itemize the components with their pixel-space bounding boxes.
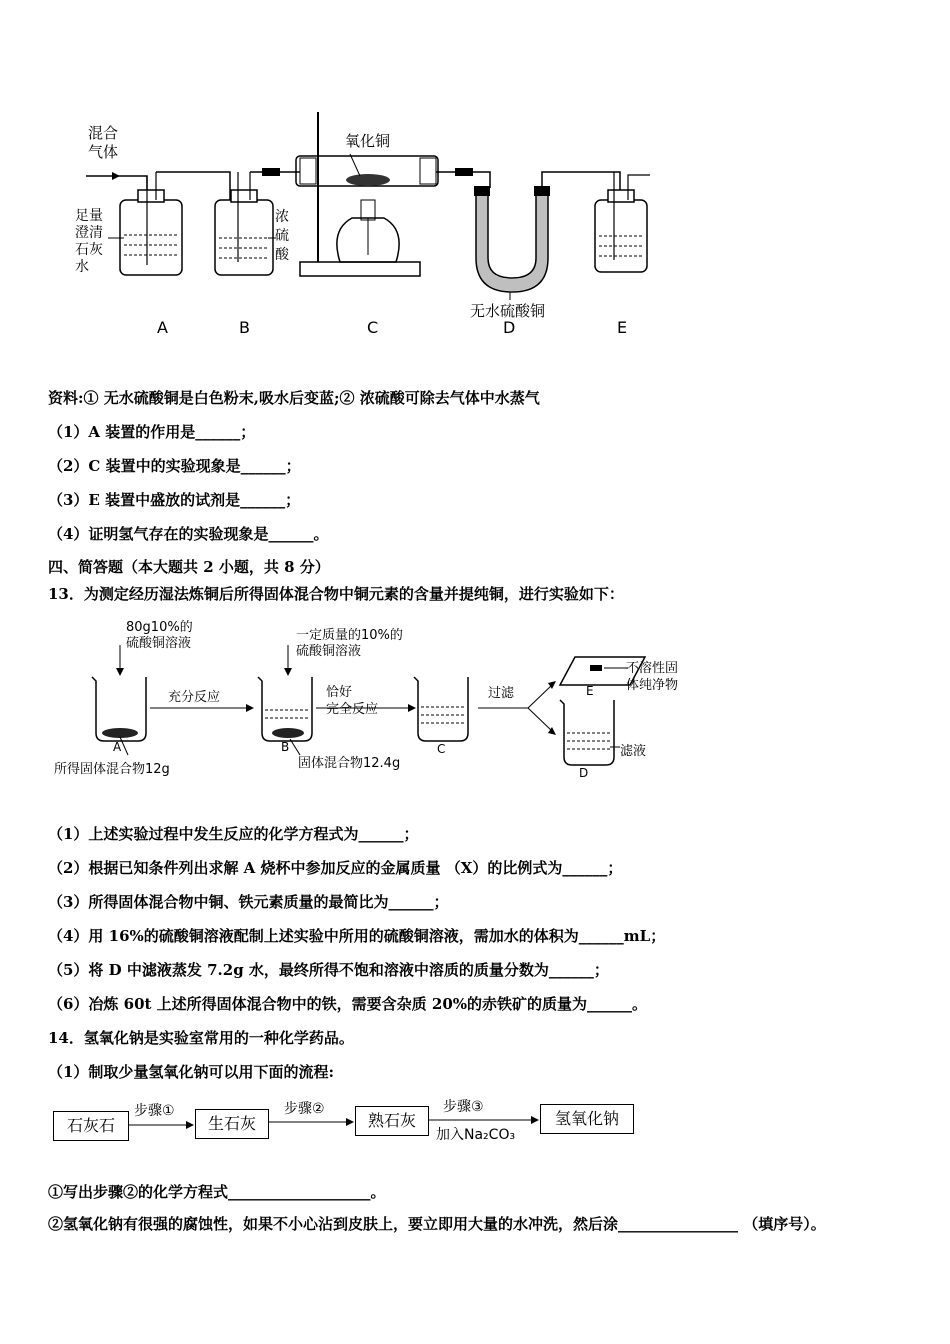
q13-item-3: （3）所得固体混合物中铜、铁元素质量的最简比为______； [48,893,449,911]
letter-d: D [503,318,516,337]
q12-item-3: （3）E 装置中盛放的试剂是______； [48,491,301,509]
letter-a: A [157,318,168,337]
section-heading: 四、简答题（本大题共 2 小题，共 8 分） [48,558,330,576]
b-bottom-label: 固体混合物12.4g [298,756,401,771]
q14-sub1: （1）制取少量氢氧化钠可以用下面的流程: [48,1063,334,1081]
flow-box-slaked-lime: 熟石灰 [355,1106,429,1136]
bottle-a [120,172,182,275]
q12-item-2: （2）C 装置中的实验现象是______； [48,457,301,475]
q14-question-1: ①写出步骤②的化学方程式___________________。 [48,1183,386,1201]
bottle-b-label: 浓 硫 酸 [275,209,289,263]
letter-c: C [367,318,379,337]
e-label: 不溶性固 体纯净物 [626,661,679,693]
d-label: 滤液 [620,744,647,759]
apparatus-diagram [0,0,950,350]
gas-label: 混合 气体 [88,124,119,161]
flow-box-limestone: 石灰石 [53,1111,129,1141]
q13-item-2: （2）根据已知条件列出求解 A 烧杯中参加反应的金属质量 （X）的比例式为______； [48,859,623,877]
arrow2-label: 恰好 完全反应 [326,685,379,717]
step3-label: 步骤③ [443,1099,484,1115]
beaker-letter-c: C [437,742,446,756]
step1-label: 步骤① [134,1103,175,1119]
beaker-letter-d: D [579,766,589,780]
q13-item-5: （5）将 D 中滤液蒸发 7.2g 水，最终所得不饱和溶液中溶质的质量分数为______； [48,961,609,979]
flow-box-sodium-hydroxide: 氢氧化钠 [540,1104,634,1134]
q12-item-4: （4）证明氢气存在的实验现象是______。 [48,525,329,543]
copper-oxide-label: 氧化铜 [345,132,391,150]
arrow3-label: 过滤 [488,686,515,701]
a-top-label: 80g10%的 硫酸铜溶液 [126,620,193,651]
q13-stem: 13．为测定经历湿法炼铜后所得固体混合物中铜元素的含量并提纯铜，进行实验如下： [48,585,624,603]
q13-item-4: （4）用 16%的硫酸铜溶液配制上述实验中所用的硫酸铜溶液，需加水的体积为______mL； [48,927,666,945]
step3-note: 加入Na₂CO₃ [436,1127,516,1143]
q14-stem: 14．氢氧化钠是实验室常用的一种化学药品。 [48,1029,354,1047]
letter-e: E [617,318,628,337]
anhydrous-cuso4-label: 无水硫酸铜 [470,302,546,320]
b-top-label: 一定质量的10%的 硫酸铜溶液 [296,628,403,659]
beaker-letter-b: B [281,740,290,754]
flow-box-quicklime: 生石灰 [195,1109,269,1139]
q13-item-1: （1）上述实验过程中发生反应的化学方程式为______； [48,825,419,843]
beaker-letter-a: A [113,740,122,754]
paper-letter-e: E [586,684,594,698]
letter-b: B [239,318,250,337]
arrow1-label: 充分反应 [168,690,221,705]
step2-label: 步骤② [284,1101,325,1117]
q12-item-1: （1）A 装置的作用是______； [48,423,256,441]
q14-question-2: ②氢氧化钠有很强的腐蚀性，如果不小心沾到皮肤上，要立即用大量的水冲洗，然后涂________________ （填序号）。 [48,1215,826,1233]
bottle-b [215,172,273,275]
bottle-e [595,172,650,272]
bottle-a-label: 足量 澄清 石灰 水 [75,208,103,275]
q13-item-6: （6）冶炼 60t 上述所得固体混合物中的铁，需要含杂质 20%的赤铁矿的质量为______。 [48,995,648,1013]
info-note: 资料:① 无水硫酸铜是白色粉末,吸水后变蓝;② 浓硫酸可除去气体中水蒸气 [48,389,540,407]
a-bottom-label: 所得固体混合物12g [54,762,170,777]
u-tube-d [474,186,550,292]
